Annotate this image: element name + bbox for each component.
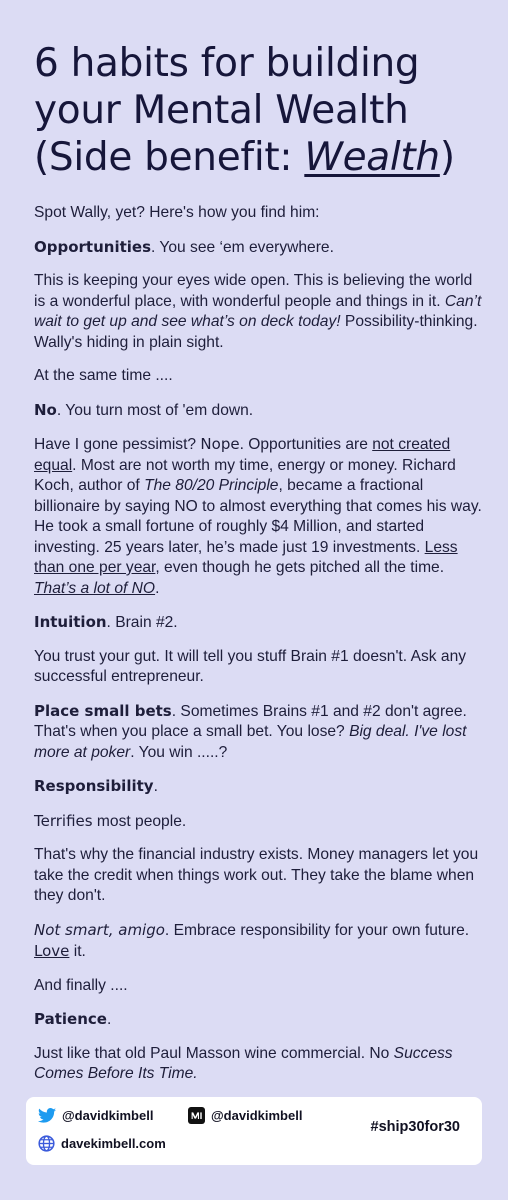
bets-paragraph xyxy=(34,701,482,764)
hashtag[interactable]: #ship30for30 xyxy=(370,1119,460,1135)
opportunities-body-a: This is keeping your eyes wide open. This is believing the world is a wonderful place, with wonderful people and things in it. xyxy=(34,272,473,310)
title-line-2: your Mental Wealth xyxy=(34,88,409,133)
patience-rest: . xyxy=(106,1011,112,1028)
title-wealth-link[interactable]: Wealth xyxy=(304,135,440,180)
intuition-paragraph xyxy=(34,612,482,634)
no-rest: . You turn most of 'em down. xyxy=(56,401,254,419)
not-smart-b: . Embrace responsibility for your own future. xyxy=(164,921,470,939)
lot-of-no-link[interactable]: That’s a lot of NO xyxy=(34,579,156,597)
intuition-heading: Intuition xyxy=(34,613,107,631)
love-link[interactable]: Love xyxy=(34,942,70,960)
no-heading: No xyxy=(34,400,57,419)
responsibility-paragraph xyxy=(34,776,482,798)
website-item[interactable] xyxy=(38,1135,166,1152)
website-link: davekimbell.com xyxy=(61,1136,166,1151)
terrifies-rest: most people. xyxy=(92,812,187,830)
terrifies-paragraph xyxy=(34,811,482,833)
twitter-handle-item[interactable] xyxy=(38,1108,153,1123)
page-title xyxy=(34,40,482,181)
not-smart-phrase: Not smart, amigo xyxy=(34,920,165,939)
responsibility-rest: . xyxy=(153,778,158,795)
terrifies-word: Terrifies xyxy=(34,811,93,830)
title-line-1: 6 habits for building xyxy=(34,41,420,86)
not-created-equal-link[interactable]: not created equal xyxy=(34,436,451,474)
finally-paragraph: And finally .... xyxy=(34,976,128,994)
medium-icon xyxy=(188,1107,205,1124)
same-time-paragraph: At the same time .... xyxy=(34,367,173,384)
medium-handle: @davidkimbell xyxy=(211,1108,303,1123)
title-line-3-pre: (Side benefit: xyxy=(34,135,305,180)
intuition-rest: . Brain #2. xyxy=(106,614,178,631)
author-footer xyxy=(26,1097,482,1165)
twitter-icon xyxy=(38,1108,56,1123)
patience-body xyxy=(34,1044,482,1085)
responsibility-heading: Responsibility xyxy=(34,777,154,795)
not-smart-c: it. xyxy=(69,943,86,960)
title-line-3-post: ) xyxy=(439,135,455,180)
patience-body-italic: Success Comes Before Its Time. xyxy=(34,1044,453,1082)
bets-rest: . Sometimes Brains #1 and #2 don't agree. That's when you place a small bet. You lose? xyxy=(34,702,467,740)
no-paragraph xyxy=(34,400,482,422)
patience-paragraph xyxy=(34,1009,482,1031)
bets-italic: Big deal. I've lost more at poker xyxy=(34,723,467,761)
opportunities-rest: . You see ‘em everywhere. xyxy=(151,238,334,256)
opportunities-heading: Opportunities xyxy=(34,237,152,256)
no-body-a: Have I gone pessimist? xyxy=(34,436,201,453)
medium-handle-item[interactable] xyxy=(188,1107,302,1124)
not-smart-paragraph xyxy=(34,920,482,963)
no-body-d: , became a fractional billionaire by saying NO to almost everything that comes his way. He took a small fortune of roughly $4 Million, and started investing. 25 years later, he’s made just 19 investments. xyxy=(34,477,482,556)
patience-heading: Patience xyxy=(34,1010,107,1028)
twitter-handle: @davidkimbell xyxy=(62,1108,154,1123)
opportunities-paragraph xyxy=(34,237,482,259)
no-body xyxy=(34,434,482,599)
intro-paragraph: Spot Wally, yet? Here's how you find him: xyxy=(34,204,320,221)
patience-body-a: Just like that old Paul Masson wine commercial. No xyxy=(34,1044,394,1062)
article xyxy=(34,40,482,1098)
article-body xyxy=(34,203,482,1085)
bets-heading: Place small bets xyxy=(34,701,172,720)
no-body-b: . Opportunities are xyxy=(239,436,373,453)
intuition-body: You trust your gut. It will tell you stuff Brain #1 doesn't. Ask any successful entrepreneur. xyxy=(34,647,467,685)
no-body-c: . Most are not worth my time, energy or money. Richard Koch, author of xyxy=(34,456,456,494)
no-body-e: , even though he gets pitched all the time. xyxy=(155,559,445,576)
globe-icon xyxy=(38,1135,55,1152)
opportunities-body-b: Possibility-thinking. Wally's hiding in plain sight. xyxy=(34,313,478,351)
no-body-book: The 80/20 Principle xyxy=(144,477,279,494)
opportunities-body-italic: Can’t wait to get up and see what’s on deck today! xyxy=(34,292,482,330)
responsibility-body: That's why the financial industry exists. Money managers let you take the credit when things work out. They take the blame when they don't. xyxy=(34,846,479,904)
no-body-f: . xyxy=(155,579,160,597)
less-than-one-link[interactable]: Less than one per year xyxy=(34,538,458,576)
bets-end: . You win .....? xyxy=(130,743,228,761)
no-body-nope: Nope xyxy=(200,435,240,453)
opportunities-body xyxy=(34,271,482,353)
